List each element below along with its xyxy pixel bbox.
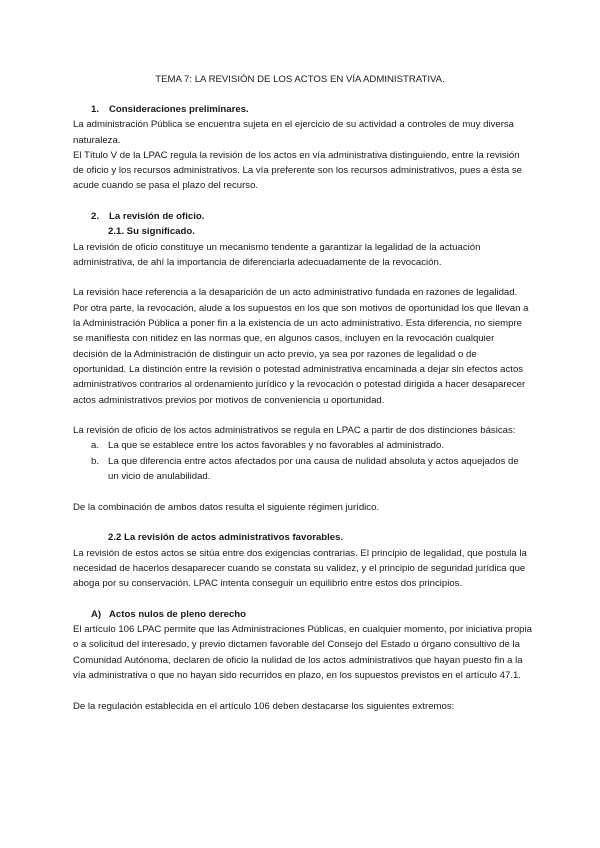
subsection-a-title: Actos nulos de pleno derecho (109, 608, 246, 620)
section-2-number: 2. (91, 211, 100, 222)
section-1-title: Consideraciones preliminares. (109, 104, 249, 115)
section-1 (73, 102, 532, 194)
paragraph: El artículo 106 LPAC permite que las Administraciones Públicas, en cualquier momento, por iniciativa propia o a solicitud del interesado, y previo dictamen favorable del Consejo del Estado u órgano consultivo de la Comunidad Autónoma, declaren de oficio la nulidad de los actos administrativos que hayan puesto fin a la vía administrativa o que no hayan sido recurridos en plazo, en los supuestos previstos en el artículo 47.1. (73, 624, 532, 681)
paragraph: La revisión de oficio de los actos administrativos se regula en LPAC a partir de dos distinciones básicas: (73, 425, 516, 437)
paragraph: De la combinación de ambos datos resulta el siguiente régimen jurídico. (73, 501, 380, 513)
paragraph: La administración Pública se encuentra sujeta en el ejercicio de su actividad a controles de muy diversa naturaleza. (73, 119, 515, 146)
subsection-2-2-heading: 2.2 La revisión de actos administrativos favorables. (108, 532, 344, 544)
list-marker: a. (91, 440, 100, 452)
paragraph: La revisión hace referencia a la desaparición de un acto administrativo fundada en razones de legalidad. Por otra parte, la revocación, alude a los supuestos en los que son motivos de oportunidad los que llevan a la Administración Pública a poner fin a la existencia de un acto administrativo. Esta diferencia, no siempre se manifiesta con nitidez en las normas que, en algunos casos, incluyen en la revocación cualquier decisión de la Administración de distinguir un acto previo, ya sea por razones de legalidad o de oportunidad. La distinción entre la revisión o potestad administrativa encaminada a dejar sin efectos actos administrativos contrarios al ordenamiento jurídico y la revocación o potestad dirigida a hacer desaparecer actos administrativos previos por motivos de conveniencia u oportunidad. (73, 287, 529, 406)
paragraph: El Título V de la LPAC regula la revisión de los actos en vía administrativa distinguiendo, entre la revisión de oficio y los recursos administrativos. La vía preferente son los recursos administrativos, pues a ésta se acude cuando se pasa el plazo del recurso. (73, 149, 522, 192)
subsection-a-heading (73, 607, 532, 622)
list-marker: b. (91, 455, 100, 467)
section-2-title: La revisión de oficio. (109, 211, 205, 222)
paragraph: De la regulación establecida en el artículo 106 deben destacarse los siguientes extremos: (73, 700, 455, 712)
list-item-text: La que diferencia entre actos afectados por una causa de nulidad absoluta y actos aquejados de un vicio de anulabilidad. (108, 455, 519, 483)
section-2-heading (73, 209, 532, 224)
list-item (73, 454, 532, 485)
list-item-text: La que se establece entre los actos favorables y no favorables al administrado. (108, 440, 444, 452)
paragraph: La revisión de oficio constituye un mecanismo tendente a garantizar la legalidad de la actuación administrativa, de ahí la importancia de diferenciarla adecuadamente de la revocación. (73, 241, 481, 268)
section-1-number: 1. (91, 104, 100, 115)
distinctions-list (73, 438, 532, 484)
section-2 (73, 209, 532, 714)
document-title: TEMA 7: LA REVISIÓN DE LOS ACTOS EN VÍA ADMINISTRATIVA. (155, 74, 445, 85)
list-item (73, 438, 532, 453)
subsection-2-1-heading: 2.1. Su significado. (108, 226, 195, 238)
section-1-heading (73, 102, 532, 117)
subsection-a-marker: A) (91, 608, 102, 620)
paragraph: La revisión de estos actos se sitúa entre dos exigencias contrarias. El principio de legalidad, que postula la necesidad de hacerlos desaparecer cuando se constata su validez, y el principio de seguridad jurídica que aboga por su conservación. LPAC intenta conseguir un equilibrio entre estos dos principios. (73, 547, 527, 590)
